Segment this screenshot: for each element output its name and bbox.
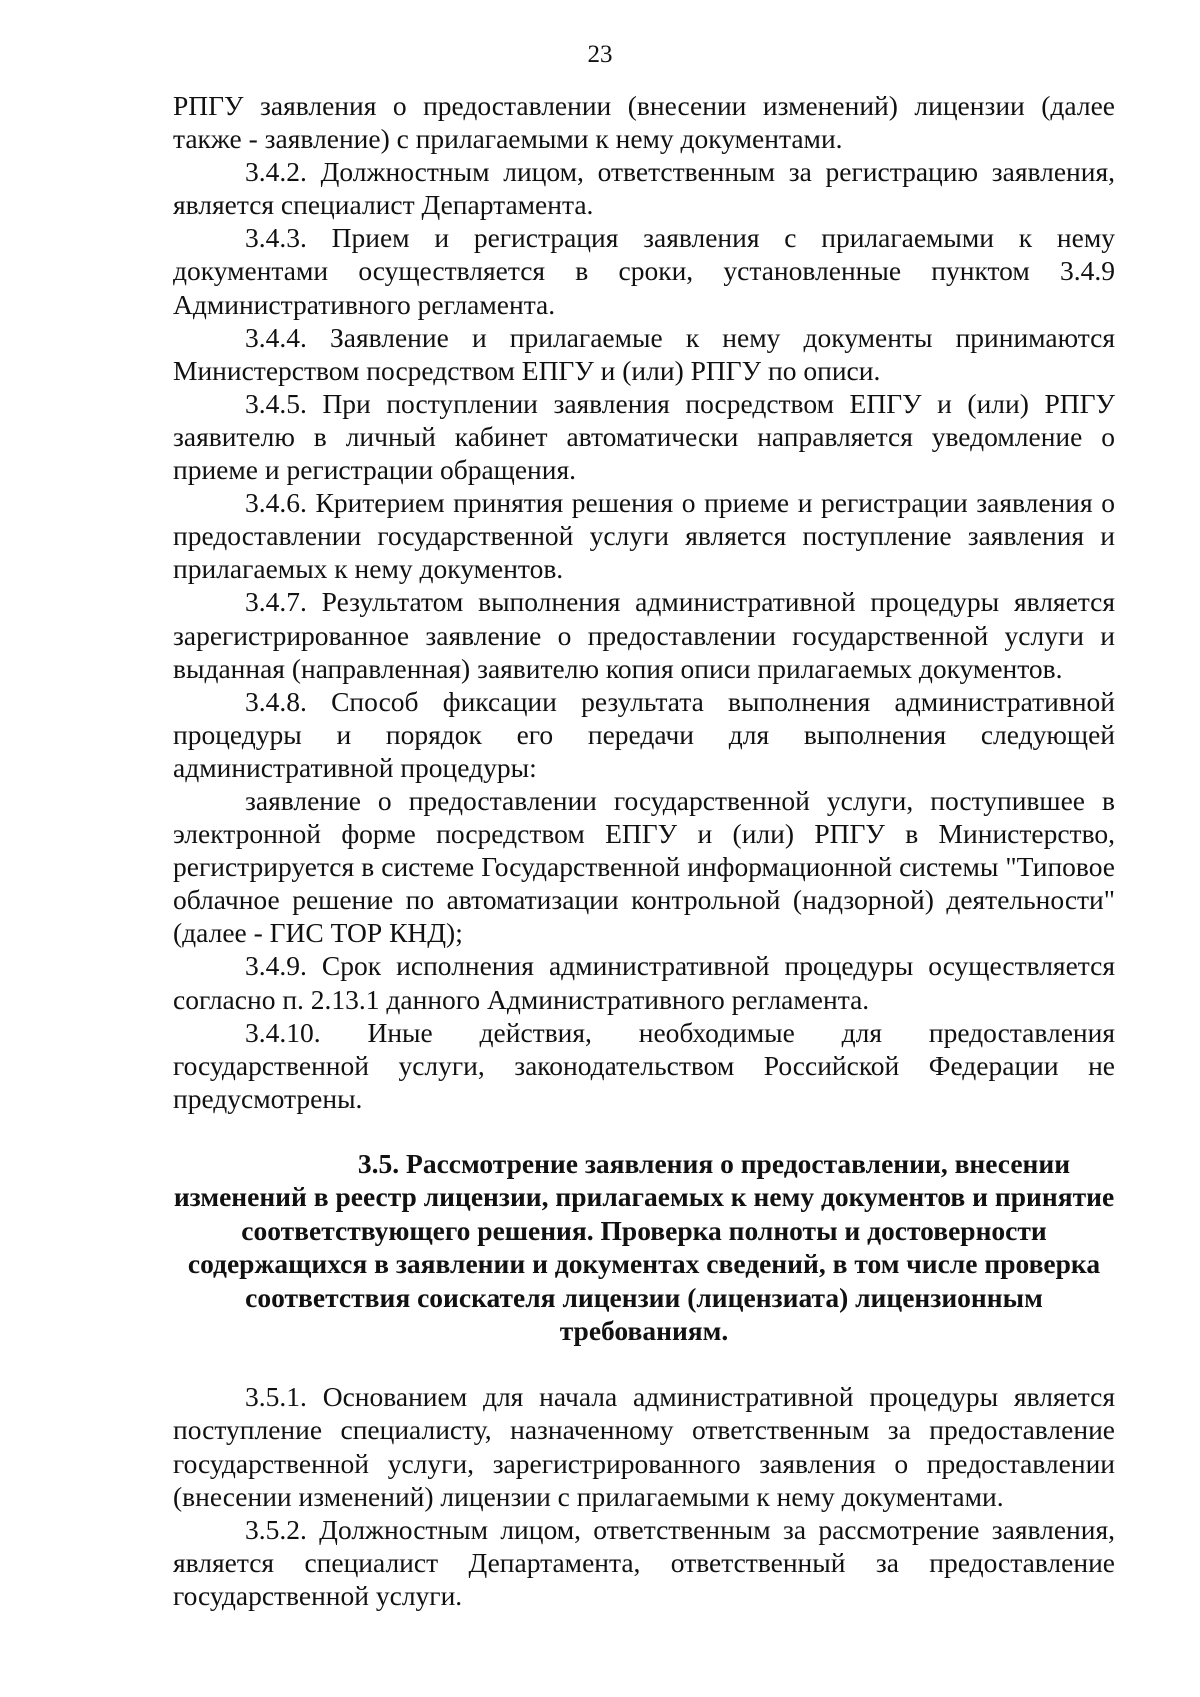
paragraph-3-5-2: 3.5.2. Должностным лицом, ответственным за рассмотрение заявления, является специалист Департамента, ответственный за предоставление государственной услуги. xyxy=(173,1513,1115,1611)
paragraph-3-4-8-item: заявление о предоставлении государственной услуги, поступившее в электронной форме посредством ЕПГУ и (или) РПГУ в Министерство, регистрируется в системе Государственной информационной системы "Типовое облачное решение по автоматизации контрольной (надзорной) деятельности" (далее - ГИС ТОР КНД); xyxy=(173,784,1115,949)
section-heading-3-5 xyxy=(173,1147,1115,1347)
paragraph-3-4-8: 3.4.8. Способ фиксации результата выполнения административной процедуры и порядок его передачи для выполнения следующей административной процедуры: xyxy=(173,685,1115,783)
paragraph-3-4-7: 3.4.7. Результатом выполнения административной процедуры является зарегистрированное заявление о предоставлении государственной услуги и выданная (направленная) заявителю копия описи прилагаемых документов. xyxy=(173,586,1115,684)
section-heading-rest: изменений в реестр лицензии, прилагаемых к нему документов и принятие соответствующего решения. Проверка полноты и достоверности содержащихся в заявлении и документах сведений, в том числе проверка соответствия соискателя лицензии (лицензиата) лицензионным требованиям. xyxy=(173,1181,1115,1346)
paragraph-3-4-4: 3.4.4. Заявление и прилагаемые к нему документы принимаются Министерством посредством ЕПГУ и (или) РПГУ по описи. xyxy=(173,321,1115,386)
paragraph-3-4-10: 3.4.10. Иные действия, необходимые для предоставления государственной услуги, законодательством Российской Федерации не предусмотрены. xyxy=(173,1016,1115,1114)
paragraph-3-4-3: 3.4.3. Прием и регистрация заявления с прилагаемыми к нему документами осуществляется в сроки, установленные пунктом 3.4.9 Административного регламента. xyxy=(173,222,1115,320)
document-body xyxy=(173,89,1115,1612)
page-number: 23 xyxy=(587,41,613,68)
paragraph-3-4-6: 3.4.6. Критерием принятия решения о приеме и регистрации заявления о предоставлении государственной услуги является поступление заявления и прилагаемых к нему документов. xyxy=(173,487,1115,585)
paragraph-3-4-2: 3.4.2. Должностным лицом, ответственным за регистрацию заявления, является специалист Департамента. xyxy=(173,156,1115,221)
paragraph-3-4-5: 3.4.5. При поступлении заявления посредством ЕПГУ и (или) РПГУ заявителю в личный кабинет автоматически направляется уведомление о приеме и регистрации обращения. xyxy=(173,387,1115,486)
paragraph-3-4-9: 3.4.9. Срок исполнения административной процедуры осуществляется согласно п. 2.13.1 данного Административного регламента. xyxy=(173,950,1115,1015)
paragraph-3-5-1: 3.5.1. Основанием для начала административной процедуры является поступление специалисту, назначенному ответственным за предоставление государственной услуги, зарегистрированного заявления о предоставлении (внесении изменений) лицензии с прилагаемыми к нему документами. xyxy=(173,1381,1115,1512)
paragraph-continuation: РПГУ заявления о предоставлении (внесении изменений) лицензии (далее также - заявление) с прилагаемыми к нему документами. xyxy=(173,90,1115,155)
section-heading-line1: 3.5. Рассмотрение заявления о предоставлении, внесении xyxy=(357,1147,1071,1179)
